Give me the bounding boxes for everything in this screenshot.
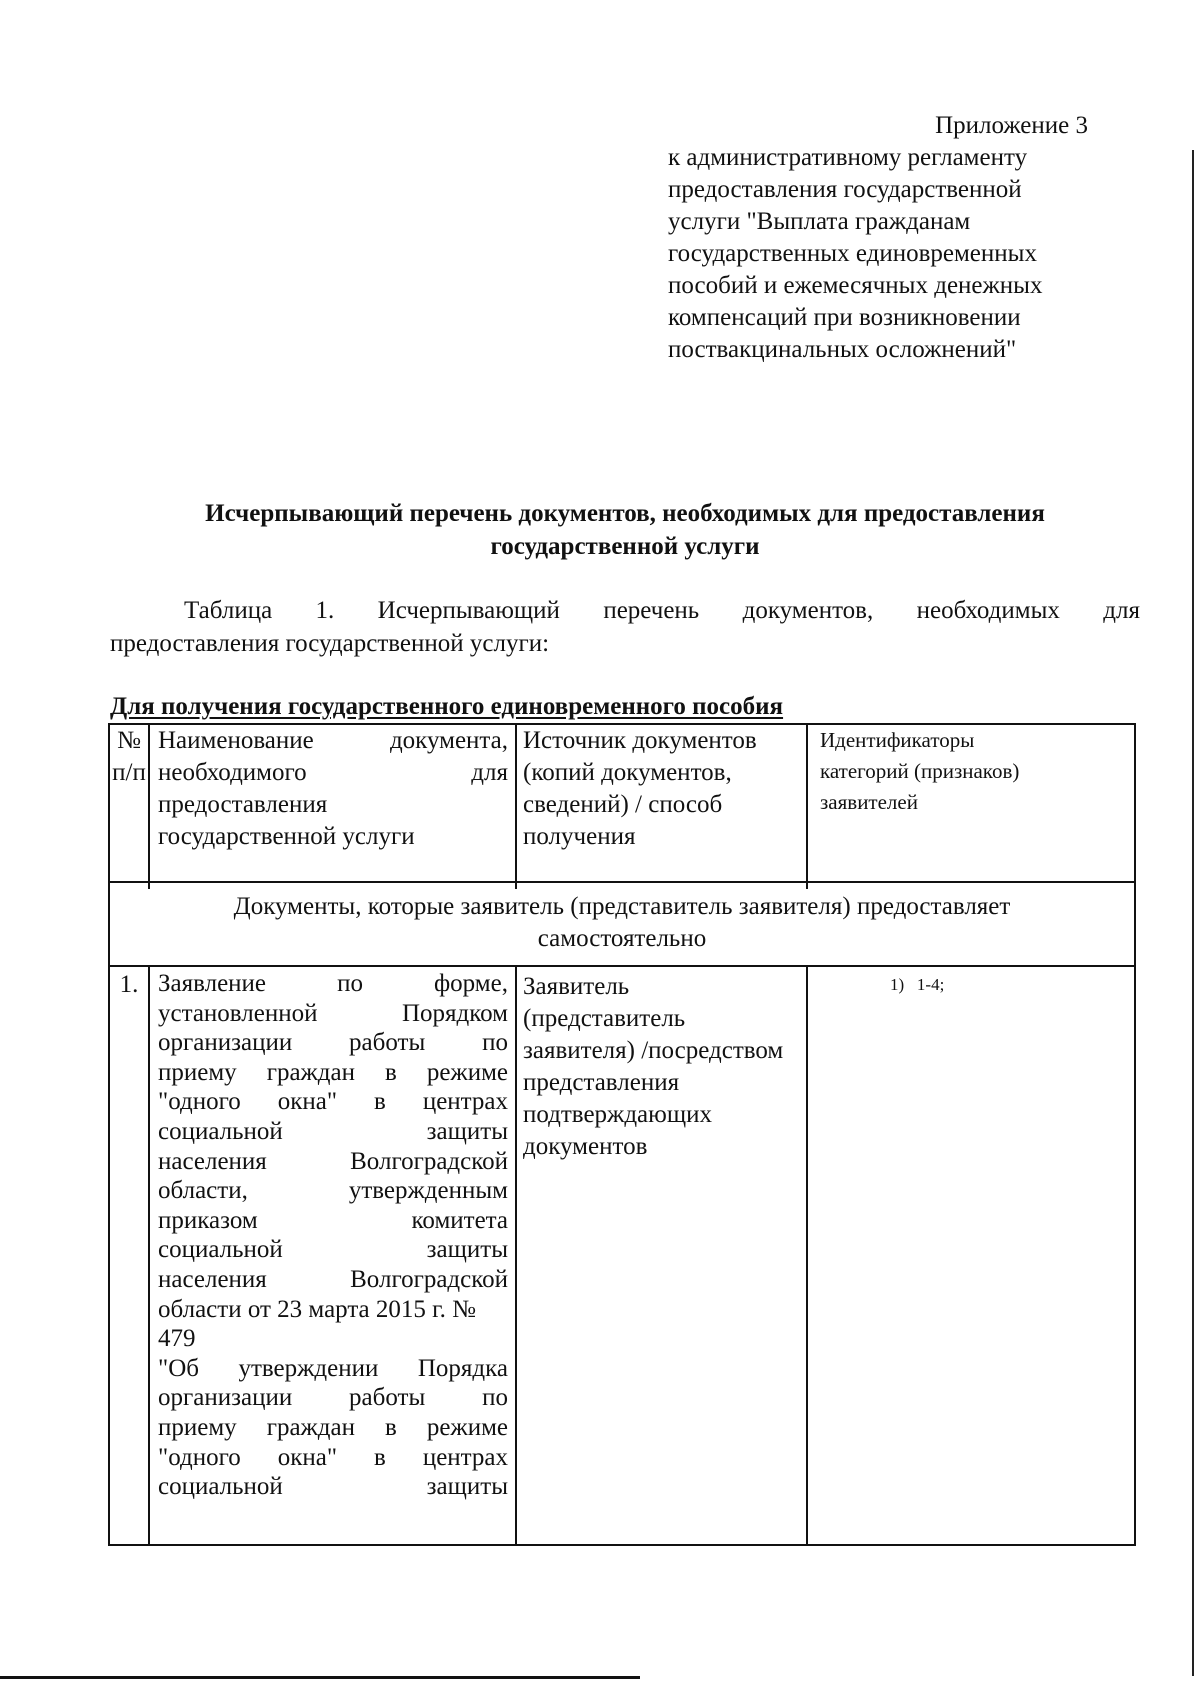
row-name-word: граждан [266, 1413, 356, 1441]
group-row-self-provided [110, 891, 1134, 955]
row-name-word: по [482, 1384, 508, 1412]
title-line: Исчерпывающий перечень документов, необходимых для предоставления [205, 500, 1045, 527]
group-row-line: самостоятельно [537, 925, 707, 952]
row-name-word: "одного [158, 1088, 241, 1116]
row-name-word: работы [349, 1029, 426, 1057]
caption-word: документов, [742, 597, 874, 624]
header-identifiers-line: заявителей [820, 790, 918, 814]
table-divider [148, 965, 150, 1544]
table-divider [110, 881, 1134, 883]
header-name-word: предоставления [158, 791, 328, 818]
row-name-line [158, 999, 508, 1029]
appendix-line: поствакцинальных осложнений" [668, 336, 1017, 363]
group-row-line: Документы, которые заявитель (представитель заявителя) предоставляет [233, 893, 1011, 920]
table-divider [148, 725, 150, 889]
header-source-line: сведений) / способ [523, 791, 723, 818]
header-identifiers-line: Идентификаторы [820, 728, 975, 752]
row-name-word: в [385, 1413, 397, 1441]
row-number: 1. [119, 971, 139, 998]
row-name-word: в [374, 1088, 386, 1116]
row-name-word: социальной [158, 1473, 283, 1501]
row-name-word: социальной [158, 1236, 283, 1264]
table-divider [110, 965, 1134, 967]
row-name-word: населения [158, 1265, 267, 1293]
row-source-line: представления [523, 1069, 680, 1096]
table-caption [110, 594, 1140, 660]
table-divider [806, 965, 808, 1544]
row-name-word: по [337, 970, 363, 997]
row-name-line [158, 1235, 508, 1265]
documents-table [108, 723, 1136, 1546]
caption-word: для [1103, 597, 1140, 624]
row-source-line: Заявитель [523, 973, 630, 1000]
row-name-word: Порядка [417, 1354, 508, 1382]
row-source-line: (представитель [523, 1005, 686, 1032]
row-name-word: режиме [426, 1058, 508, 1086]
row-name-line [158, 1324, 508, 1354]
appendix-line: предоставления государственной [668, 176, 1022, 203]
table-divider [515, 725, 517, 889]
row-name-word: граждан [266, 1058, 356, 1086]
header-number-line: п/п [112, 759, 146, 786]
row-name-line [158, 1354, 508, 1384]
scan-edge-line [1192, 150, 1194, 1676]
appendix-line: компенсаций при возникновении [668, 304, 1021, 331]
row-name-word: "одного [158, 1443, 241, 1471]
header-number-line: № [117, 727, 141, 754]
appendix-line: пособий и ежемесячных денежных [668, 272, 1043, 299]
row-name-word: в [385, 1058, 397, 1086]
row-name-word: Заявление [158, 970, 267, 997]
row-name-word: защиты [426, 1473, 508, 1501]
row-name-word: Волгоградской [350, 1265, 508, 1293]
row-name-line [158, 1413, 508, 1443]
row-name-word: "Об [158, 1354, 199, 1382]
row-name-line [158, 1443, 508, 1473]
row-name-word: работы [349, 1384, 426, 1412]
header-source-line: Источник документов [523, 727, 757, 754]
row-name-word: организации [158, 1384, 293, 1412]
caption-word: Таблица [184, 597, 273, 624]
row-name-line [158, 1383, 508, 1413]
caption-word: Исчерпывающий [377, 597, 560, 624]
header-name-line [158, 725, 508, 757]
row-name-line [158, 1117, 508, 1147]
row-name-line [158, 1265, 508, 1295]
header-name-line [158, 789, 508, 821]
page-title [110, 497, 1140, 563]
table-divider [806, 725, 808, 889]
appendix-header [668, 110, 1098, 366]
appendix-line: к административному регламенту [668, 144, 1028, 171]
caption-word: 1. [315, 597, 335, 624]
title-line: государственной услуги [490, 533, 760, 560]
row-name-line [158, 1472, 508, 1502]
header-name-word: документа, [389, 727, 508, 754]
row-name-word: центрах [422, 1443, 508, 1471]
row-name-word: области от 23 марта 2015 г. № [158, 1295, 476, 1323]
row-name-word: Волгоградской [350, 1147, 508, 1175]
row-name-word: режиме [426, 1413, 508, 1441]
row-name-line [158, 1028, 508, 1058]
row-name-word: форме, [433, 970, 508, 997]
row-name-word: утвержденным [348, 1177, 508, 1205]
scan-edge-line [0, 1676, 640, 1679]
header-name-line [158, 757, 508, 789]
row-name-word: утверждении [238, 1354, 379, 1382]
row-name-word: социальной [158, 1117, 283, 1145]
table-caption-line: предоставления государственной услуги: [110, 630, 550, 657]
header-source-line: (копий документов, [523, 759, 732, 786]
header-document-source [523, 725, 803, 853]
row-name-line [158, 969, 508, 999]
row-name-word: окна" [277, 1443, 338, 1471]
caption-word: перечень [603, 597, 700, 624]
row-name-word: приему [158, 1413, 237, 1441]
row-name-word: 479 [158, 1325, 196, 1353]
row-applicant-identifier: 1) 1-4; [890, 975, 945, 994]
row-name-word: организации [158, 1029, 293, 1057]
header-name-word: необходимого [158, 759, 307, 786]
header-identifiers-line: категорий (признаков) [820, 759, 1020, 783]
row-document-name [158, 969, 508, 1502]
appendix-line: Приложение 3 [935, 112, 1088, 139]
header-applicant-identifiers [820, 725, 1130, 818]
section-heading: Для получения государственного единовременного пособия [110, 693, 784, 720]
row-source-line: подтверждающих [523, 1101, 712, 1128]
row-name-line [158, 1058, 508, 1088]
header-name-word: для [471, 759, 508, 786]
row-name-word: приказом [158, 1206, 258, 1234]
row-name-word: области, [158, 1177, 248, 1205]
row-name-word: населения [158, 1147, 267, 1175]
header-name-line [158, 821, 508, 853]
table-caption-line [110, 594, 1140, 627]
row-name-word: по [482, 1029, 508, 1057]
row-name-line [158, 1176, 508, 1206]
caption-word: необходимых [916, 597, 1060, 624]
row-source-line: заявителя) /посредством [523, 1037, 784, 1064]
appendix-line: государственных единовременных [668, 240, 1037, 267]
row-name-word: комитета [411, 1206, 508, 1234]
header-number [110, 725, 148, 789]
row-name-word: защиты [426, 1236, 508, 1264]
header-name-word: государственной услуги [158, 823, 415, 850]
header-source-line: получения [523, 823, 636, 850]
row-name-word: защиты [426, 1117, 508, 1145]
row-name-word: окна" [277, 1088, 338, 1116]
row-name-line [158, 1087, 508, 1117]
appendix-line: услуги "Выплата гражданам [668, 208, 971, 235]
row-name-line [158, 1295, 508, 1325]
row-name-line [158, 1147, 508, 1177]
row-source-line: документов [523, 1133, 648, 1160]
row-name-word: приему [158, 1058, 237, 1086]
row-name-word: центрах [422, 1088, 508, 1116]
row-document-source [523, 971, 803, 1163]
header-name-word: Наименование [158, 727, 314, 754]
row-name-word: в [374, 1443, 386, 1471]
row-name-word: установленной [158, 999, 318, 1027]
row-name-line [158, 1206, 508, 1236]
row-name-word: Порядком [402, 999, 508, 1027]
table-divider [515, 965, 517, 1544]
header-document-name [158, 725, 508, 853]
